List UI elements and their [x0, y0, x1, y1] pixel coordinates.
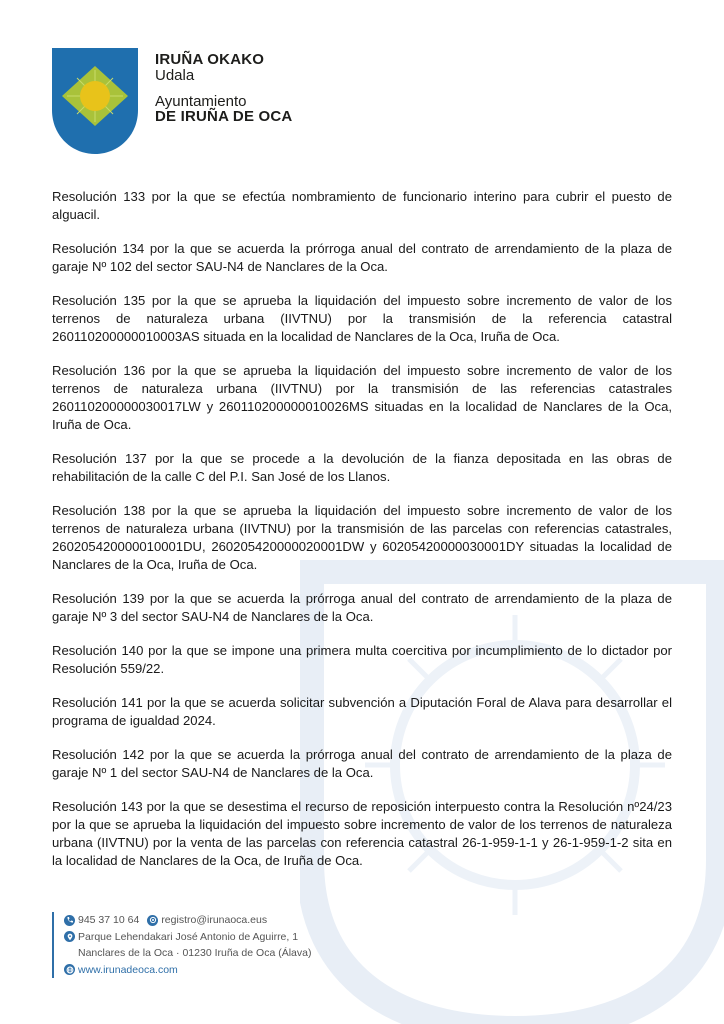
resolution-paragraph: Resolución 133 por la que se efectúa nombramiento de funcionario interino para cubrir el puesto de alguacil. [52, 189, 672, 222]
resolutions-list [52, 188, 672, 886]
resolution-paragraph: Resolución 138 por la que se aprueba la liquidación del impuesto sobre incremento de valor de los terrenos de naturaleza urbana (IIVTNU) por la transmisión de las parcelas con referencias catastrales, 260205420000010001DU, 260205420000020001DW y 60205420000030001DY situadas la localidad de Nanclares de la Oca, Iruña de Oca. [52, 503, 672, 572]
resolution-paragraph: Resolución 137 por la que se procede a la devolución de la fianza depositada en las obras de rehabilitación de la calle C del P.I. San José de los Llanos. [52, 451, 672, 484]
location-pin-icon [64, 931, 75, 942]
org-type-spanish: Ayuntamiento [155, 92, 247, 110]
resolution-paragraph: Resolución 141 por la que se acuerda solicitar subvención a Diputación Foral de Alava para desarrollar el programa de igualdad 2024. [52, 695, 672, 728]
address-line-2: Nanclares de la Oca · 01230 Iruña de Oca (Álava) [78, 947, 312, 959]
organization-name [155, 52, 292, 125]
globe-icon [64, 964, 75, 975]
municipal-shield-logo [52, 48, 138, 154]
resolution-paragraph: Resolución 139 por la que se acuerda la prórroga anual del contrato de arrendamiento de la plaza de garaje Nº 3 del sector SAU-N4 de Nanclares de la Oca. [52, 591, 672, 624]
letterhead [52, 48, 352, 158]
contact-footer [52, 912, 311, 978]
org-type-basque: Udala [155, 66, 195, 84]
resolution-paragraph: Resolución 140 por la que se impone una primera multa coercitiva por incumplimiento de lo dictador por Resolución 559/22. [52, 643, 672, 676]
resolution-paragraph: Resolución 136 por la que se aprueba la liquidación del impuesto sobre incremento de valor de los terrenos de naturaleza urbana (IIVTNU) por la transmisión de las referencias catastrales 260110200000030017LW y 260110200000010026MS situadas en la localidad de Nanclares de la Oca, Iruña de Oca. [52, 363, 672, 432]
resolution-paragraph: Resolución 143 por la que se desestima el recurso de reposición interpuesto contra la Resolución nº24/23 por la que se aprueba la liquidación del impuesto sobre incremento de valor de los terrenos de naturaleza urbana (IIVTNU) por la venta de las parcelas con referencia catastral 26-1-959-1-1 y 26-1-959-1-2 sita en la localidad de Nanclares de la Oca, de Iruña de Oca. [52, 799, 672, 868]
org-name-basque: IRUÑA OKAKO [155, 51, 265, 68]
resolution-paragraph: Resolución 134 por la que se acuerda la prórroga anual del contrato de arrendamiento de la plaza de garaje Nº 102 del sector SAU-N4 de Nanclares de la Oca. [52, 241, 672, 274]
phone-icon [64, 915, 75, 926]
resolution-paragraph: Resolución 142 por la que se acuerda la prórroga anual del contrato de arrendamiento de la plaza de garaje Nº 1 del sector SAU-N4 de Nanclares de la Oca. [52, 747, 672, 780]
email-link[interactable]: registro@irunaoca.eus [161, 914, 268, 926]
address-line-1: Parque Lehendakari José Antonio de Aguirre, 1 [78, 930, 299, 943]
email-icon [147, 915, 158, 926]
website-link[interactable]: www.irunadeoca.com [78, 963, 178, 976]
phone-number[interactable]: 945 37 10 64 [78, 914, 140, 926]
org-name-spanish: DE IRUÑA DE OCA [155, 108, 293, 126]
resolution-paragraph: Resolución 135 por la que se aprueba la liquidación del impuesto sobre incremento de valor de los terrenos de naturaleza urbana (IIVTNU) por la transmisión de la referencia catastral 260110200000010003AS situada en la localidad de Nanclares de la Oca, Iruña de Oca. [52, 293, 672, 344]
